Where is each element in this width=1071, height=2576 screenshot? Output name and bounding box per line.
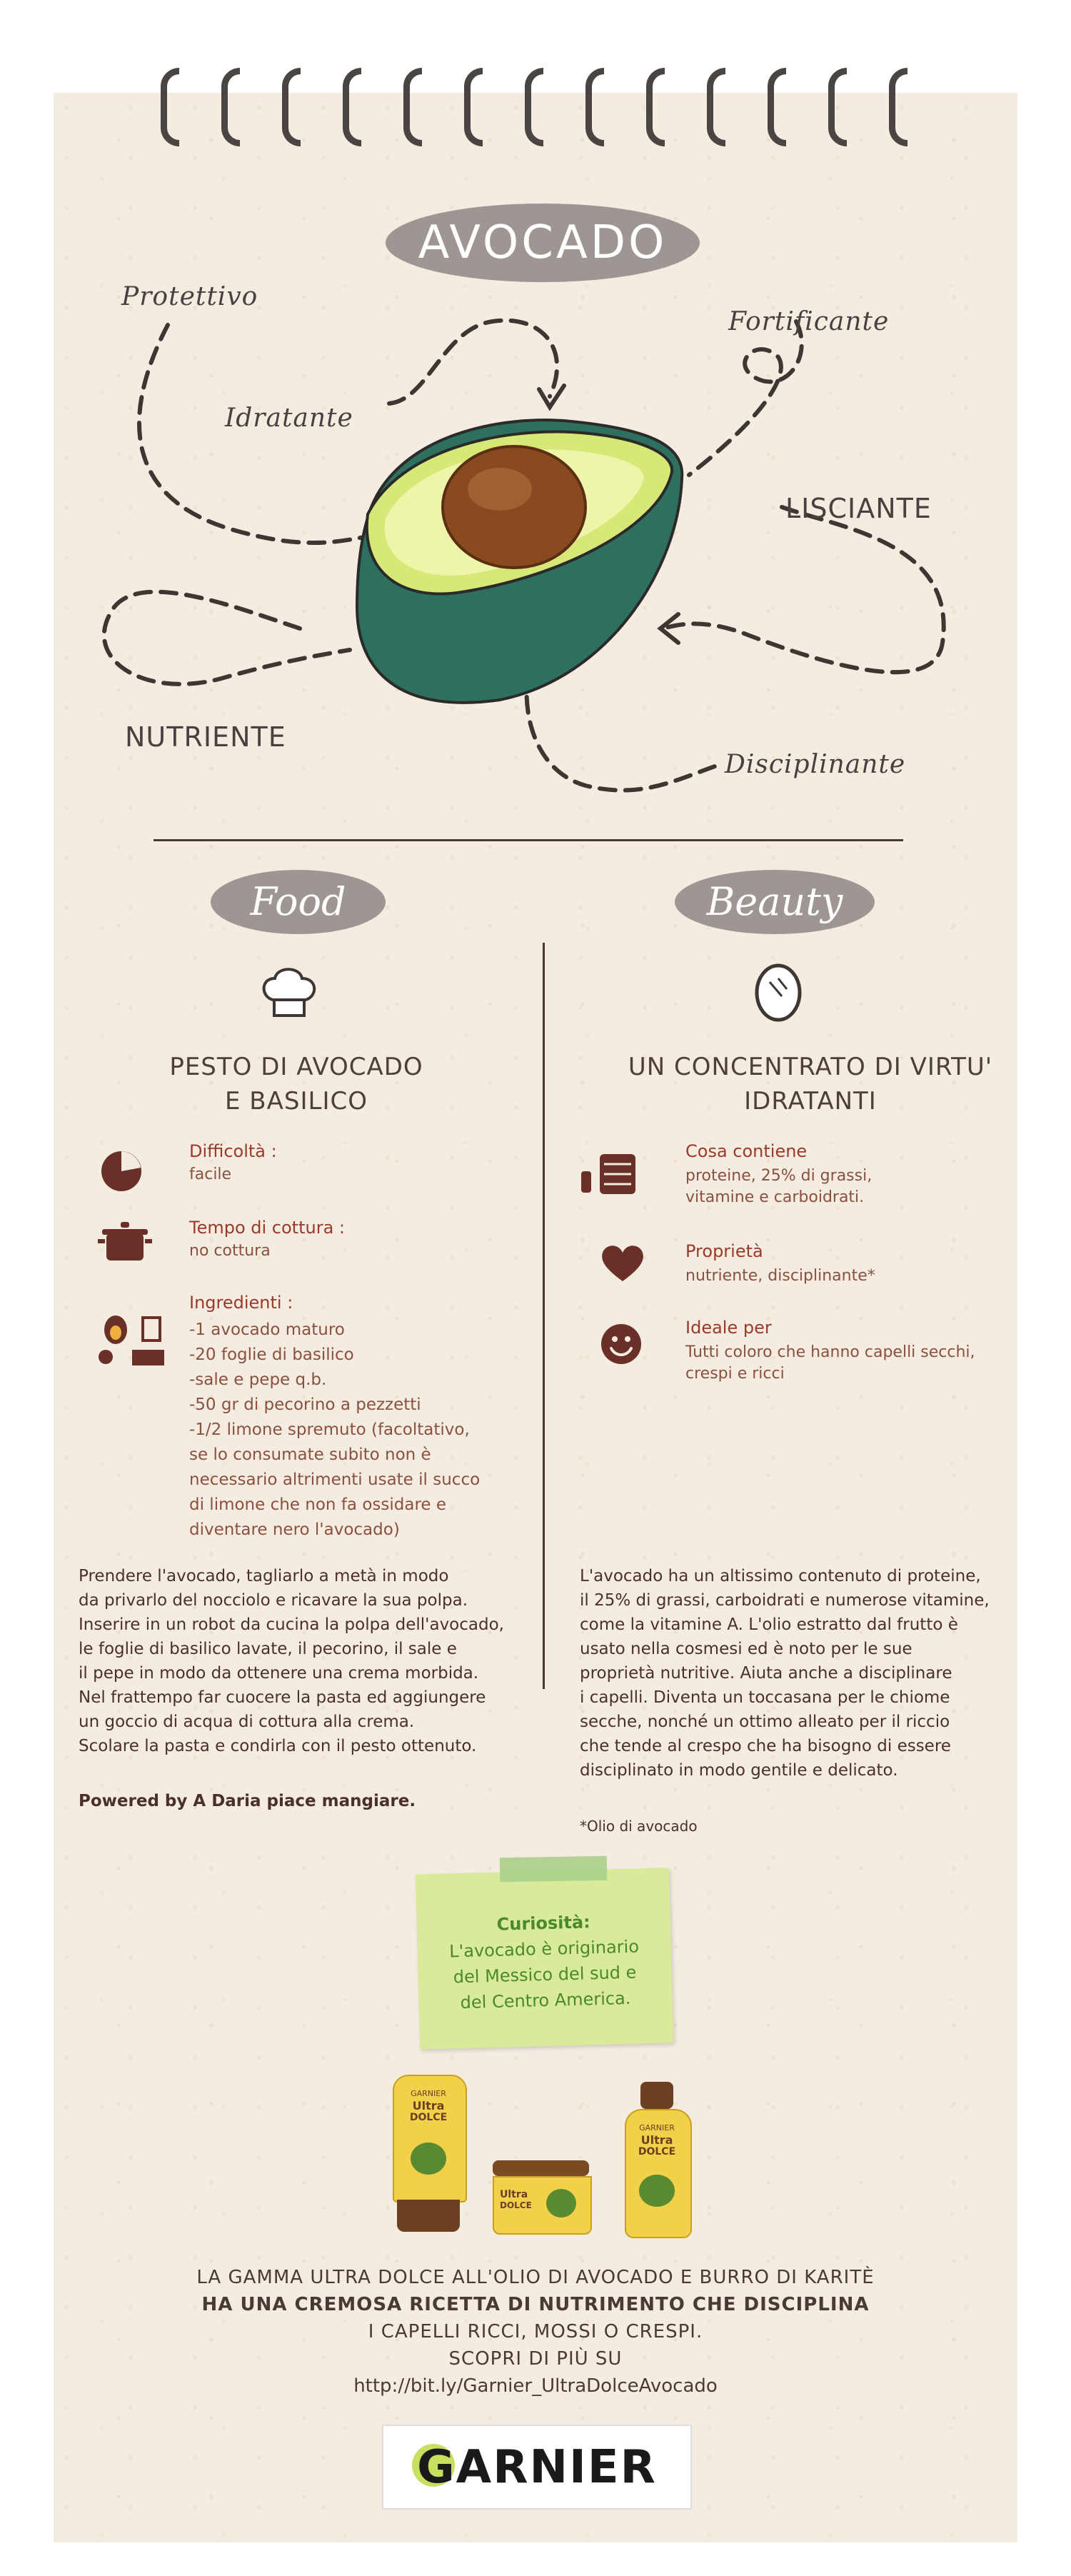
- property-idratante: Idratante: [225, 404, 353, 433]
- ring-icon: [707, 68, 725, 146]
- food-title-line2: E BASILICO: [225, 1087, 368, 1116]
- avocado-icon: [357, 420, 682, 703]
- property-nutriente: NUTRIENTE: [125, 721, 286, 753]
- food-title-line1: PESTO DI AVOCADO: [169, 1053, 423, 1081]
- beauty-title-line2: IDRATANTI: [744, 1087, 877, 1116]
- paragraph-line: disciplinato in modo gentile e delicato.: [580, 1761, 898, 1780]
- food-badge-label: Food: [250, 879, 346, 924]
- ring-icon: [525, 68, 543, 146]
- beauty-badge: [675, 870, 875, 934]
- product-brand: GARNIER: [639, 2123, 675, 2133]
- product-bottle-conditioner: [393, 2075, 464, 2232]
- properties-label: Proprietà: [685, 1241, 763, 1261]
- ring-icon: [464, 68, 483, 146]
- paragraph-line: secche, nonché un ottimo alleato per il riccio: [580, 1713, 950, 1731]
- ring-icon: [889, 68, 907, 146]
- ring-icon: [343, 68, 361, 146]
- page-title-badge: [386, 204, 700, 282]
- curiosity-line: L'avocado è originario: [448, 1936, 640, 1962]
- section-divider: [154, 839, 903, 841]
- product-jar-mask: [493, 2160, 589, 2232]
- paragraph-line: Nel frattempo far cuocere la pasta ed aggiungere: [79, 1688, 486, 1707]
- heart-icon: [600, 1243, 645, 1283]
- product-line-name: DOLCE: [500, 2200, 532, 2210]
- time-value: no cottura: [189, 1242, 271, 1260]
- contains-line: proteine, 25% di grassi,: [685, 1167, 873, 1185]
- chef-hat-icon: [257, 961, 321, 1025]
- food-title: [129, 1050, 464, 1118]
- ingredients-jar-icon: [578, 1150, 643, 1200]
- ideal-label: Ideale per: [685, 1318, 772, 1338]
- garnier-logo[interactable]: [382, 2425, 692, 2510]
- mirror-icon: [750, 961, 807, 1028]
- footer-line: HA UNA CREMOSA RICETTA DI NUTRIMENTO CHE DISCIPLINA: [201, 2294, 870, 2315]
- time-label: Tempo di cottura :: [189, 1218, 346, 1238]
- ingredient-item: -sale e pepe q.b.: [189, 1370, 327, 1389]
- property-lisciante: LISCIANTE: [785, 493, 932, 524]
- paragraph-line: usato nella cosmesi ed è noto per le sue: [580, 1640, 912, 1658]
- product-line-name: Ultra: [412, 2099, 445, 2113]
- footer-text: [143, 2264, 928, 2400]
- product-brand: GARNIER: [411, 2089, 446, 2098]
- properties-value: nutriente, disciplinante*: [685, 1267, 875, 1285]
- footer-url-link[interactable]: http://bit.ly/Garnier_UltraDolceAvocado: [353, 2375, 718, 2397]
- difficulty-label: Difficoltà :: [189, 1141, 277, 1161]
- paragraph-line: le foglie di basilico lavate, il pecorino, il sale e: [79, 1640, 457, 1658]
- product-line-name: DOLCE: [409, 2112, 448, 2123]
- ingredients-icon: [93, 1307, 171, 1378]
- ingredient-item: necessario altrimenti usate il succo: [189, 1470, 481, 1489]
- footer-line: LA GAMMA ULTRA DOLCE ALL'OLIO DI AVOCADO E BURRO DI KARITÈ: [196, 2267, 875, 2288]
- ring-icon: [282, 68, 301, 146]
- ingredient-item: se lo consumate subito non è: [189, 1445, 431, 1464]
- product-line-name: Ultra: [640, 2133, 673, 2147]
- ingredient-item: di limone che non fa ossidare e: [189, 1495, 447, 1514]
- ingredient-item: -20 foglie di basilico: [189, 1345, 354, 1364]
- paragraph-line: Inserire in un robot da cucina la polpa dell'avocado,: [79, 1615, 504, 1634]
- paragraph-line: il 25% di grassi, carboidrati e numerose vitamine,: [580, 1591, 990, 1610]
- beauty-badge-label: Beauty: [706, 879, 843, 924]
- ingredients-label: Ingredienti :: [189, 1293, 293, 1313]
- curiosity-note: [416, 1868, 673, 2049]
- food-recipe-paragraph: [79, 1564, 536, 1758]
- paragraph-line: Prendere l'avocado, tagliarlo a metà in modo: [79, 1567, 449, 1585]
- ingredient-item: -1/2 limone spremuto (facoltativo,: [189, 1420, 470, 1439]
- ingredient-item: -1 avocado maturo: [189, 1320, 345, 1339]
- ideal-line: Tutti coloro che hanno capelli secchi,: [685, 1343, 975, 1361]
- paragraph-line: i capelli. Diventa un toccasana per le chiome: [580, 1688, 950, 1707]
- paragraph-line: come la vitamine A. L'olio estratto dal frutto è: [580, 1615, 958, 1634]
- page-title: AVOCADO: [418, 216, 668, 269]
- food-credit: Powered by A Daria piace mangiare.: [79, 1792, 416, 1810]
- curiosity-line: del Centro America.: [460, 1988, 631, 2013]
- ingredient-item: -50 gr di pecorino a pezzetti: [189, 1395, 421, 1414]
- paragraph-line: proprietà nutritive. Aiuta anche a disciplinare: [580, 1664, 952, 1683]
- contains-line: vitamine e carboidrati.: [685, 1188, 865, 1206]
- ideal-line: crespi e ricci: [685, 1365, 785, 1383]
- ingredients-list: [189, 1318, 480, 1543]
- ring-icon: [828, 68, 847, 146]
- product-bottle-shampoo: [625, 2082, 689, 2235]
- ideal-value: [685, 1342, 975, 1385]
- curiosity-line: del Messico del sud e: [453, 1962, 637, 1988]
- footer-line: I CAPELLI RICCI, MOSSI O CRESPI.: [368, 2321, 703, 2342]
- contains-label: Cosa contiene: [685, 1141, 808, 1161]
- product-line-name: DOLCE: [638, 2146, 676, 2157]
- ring-icon: [403, 68, 422, 146]
- beauty-paragraph: [580, 1564, 1008, 1783]
- cooking-pot-icon: [96, 1218, 154, 1268]
- food-badge: [211, 870, 386, 934]
- paragraph-line: il pepe in modo da ottenere una crema morbida.: [79, 1664, 479, 1683]
- difficulty-value: facile: [189, 1166, 232, 1183]
- ring-icon: [646, 68, 665, 146]
- property-protettivo: Protettivo: [121, 282, 258, 311]
- product-line-name: Ultra: [500, 2189, 528, 2200]
- property-fortificante: Fortificante: [728, 307, 890, 336]
- footer-line: SCOPRI DI PIÙ SU: [448, 2348, 623, 2370]
- logo-text: GARNIER: [417, 2440, 657, 2494]
- ring-icon: [768, 68, 786, 146]
- ingredient-item: diventare nero l'avocado): [189, 1520, 400, 1539]
- beauty-title-line1: UN CONCENTRATO DI VIRTU': [628, 1053, 993, 1081]
- paragraph-line: un goccio di acqua di cottura alla crema.: [79, 1713, 415, 1731]
- ring-icon: [585, 68, 604, 146]
- property-disciplinante: Disciplinante: [725, 750, 906, 779]
- beauty-title: [596, 1050, 1025, 1118]
- paragraph-line: L'avocado ha un altissimo contenuto di proteine,: [580, 1567, 981, 1585]
- curiosity-title: Curiosità:: [496, 1912, 591, 1935]
- tape-strip: [500, 1856, 608, 1883]
- pie-chart-icon: [96, 1146, 146, 1196]
- smiley-icon: [598, 1321, 644, 1367]
- column-divider: [543, 943, 545, 1689]
- ring-icon: [161, 68, 179, 146]
- paragraph-line: Scolare la pasta e condirla con il pesto ottenuto.: [79, 1737, 477, 1755]
- paragraph-line: che tende al crespo che ha bisogno di essere: [580, 1737, 951, 1755]
- ring-icon: [221, 68, 240, 146]
- contains-value: [685, 1166, 872, 1208]
- paragraph-line: da privarlo del nocciolo e ricavare la sua polpa.: [79, 1591, 468, 1610]
- beauty-footnote: *Olio di avocado: [580, 1818, 698, 1835]
